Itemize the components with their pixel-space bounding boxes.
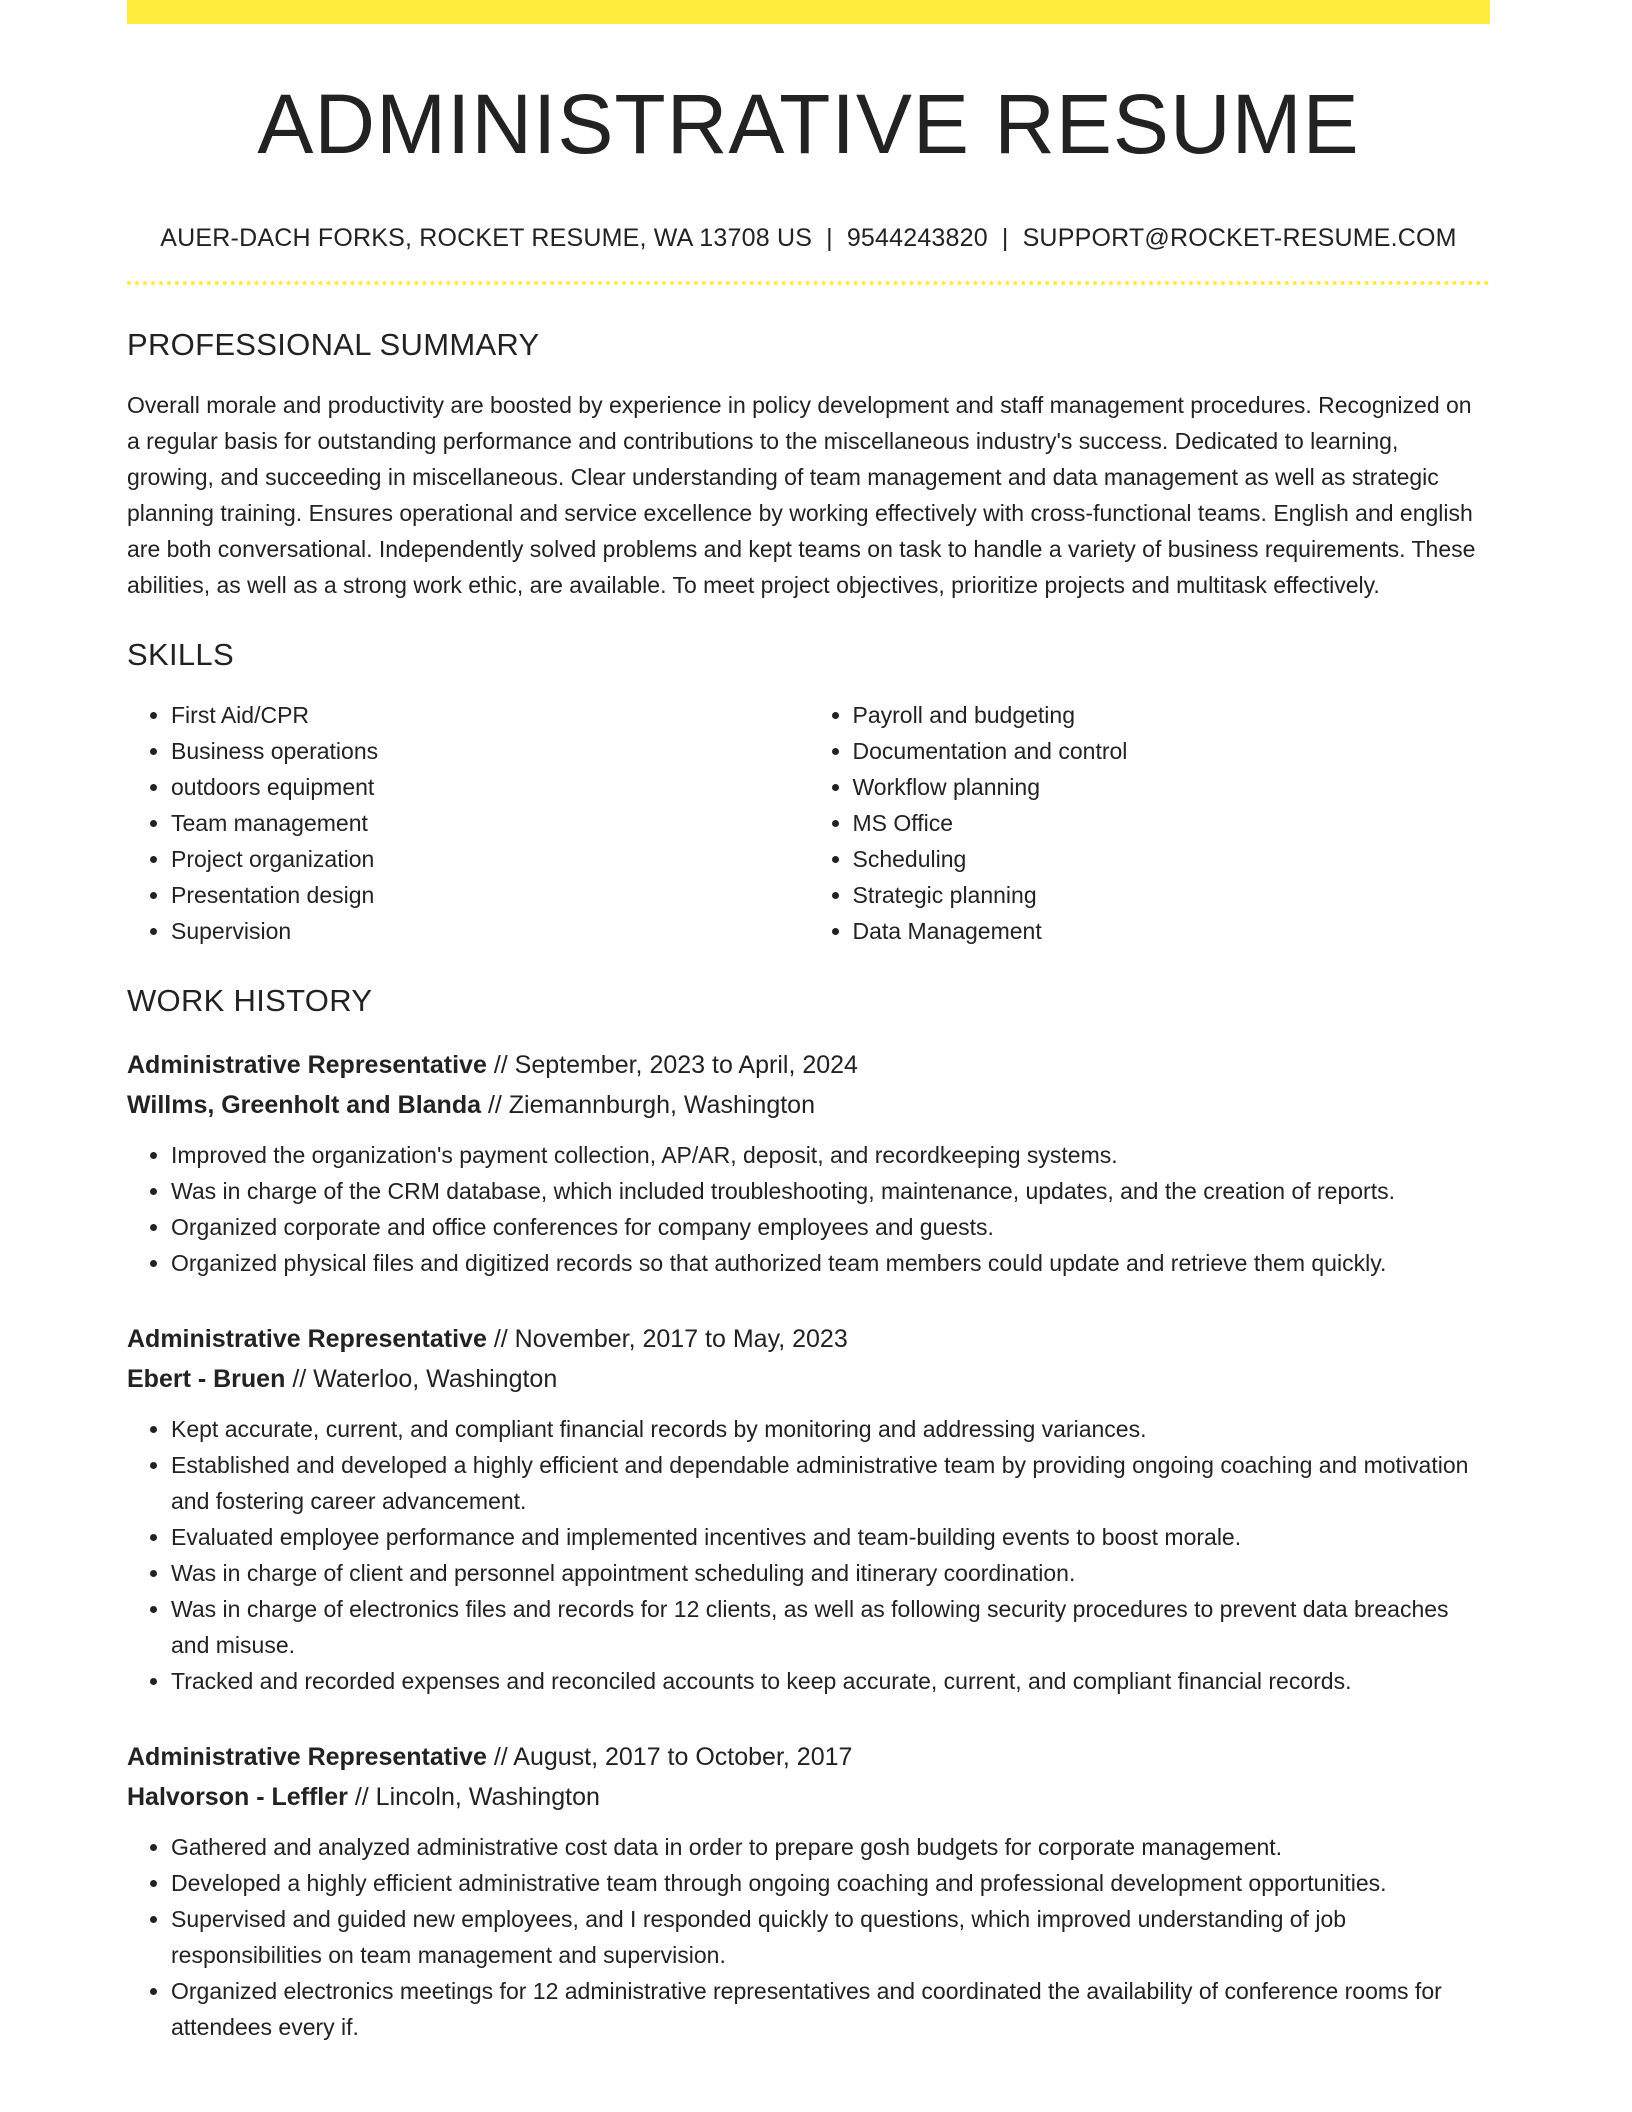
skill-item: • outdoors equipment: [171, 769, 809, 805]
skill-item: • Strategic planning: [853, 877, 1491, 913]
skill-item: • Supervision: [171, 913, 809, 949]
top-accent-bar: [127, 0, 1490, 24]
skills-list: [127, 697, 1490, 949]
work-history-heading: WORK HISTORY: [127, 983, 373, 1018]
job-duty: • Organized physical files and digitized records so that authorized team members could update and retrieve them quickly.: [171, 1245, 1490, 1281]
job-role: Administrative Representative: [127, 1325, 487, 1353]
skills-heading: SKILLS: [127, 637, 234, 672]
job-title-line: [127, 1737, 1490, 1777]
skill-item: • Documentation and control: [853, 733, 1491, 769]
skill-item: • Presentation design: [171, 877, 809, 913]
job-duty: • Was in charge of electronics files and records for 12 clients, as well as following security procedures to prevent data breaches and misuse.: [171, 1591, 1490, 1663]
skill-item: • Scheduling: [853, 841, 1491, 877]
job-location: // Waterloo, Washington: [292, 1365, 558, 1393]
skill-item: • Payroll and budgeting: [853, 697, 1491, 733]
job-title-line: [127, 1319, 1490, 1359]
job-company-line: [127, 1777, 1490, 1817]
job-duty: • Established and developed a highly efficient and dependable administrative team by providing ongoing coaching and motivation and fostering career advancement.: [171, 1447, 1490, 1519]
job-entry: [127, 1319, 1490, 1699]
job-duty: • Supervised and guided new employees, and I responded quickly to questions, which improved understanding of job responsibilities on team management and supervision.: [171, 1901, 1490, 1973]
skill-item: • First Aid/CPR: [171, 697, 809, 733]
skill-item: • Workflow planning: [853, 769, 1491, 805]
job-role: Administrative Representative: [127, 1743, 487, 1771]
job-role: Administrative Representative: [127, 1051, 487, 1079]
resume-page: [127, 0, 1490, 2045]
job-location: // Ziemannburgh, Washington: [487, 1091, 815, 1119]
job-dates: // November, 2017 to May, 2023: [493, 1325, 848, 1353]
skills-column-left: [127, 697, 809, 949]
skill-item: • Data Management: [853, 913, 1491, 949]
job-location: // Lincoln, Washington: [354, 1783, 600, 1811]
job-duty: • Organized electronics meetings for 12 administrative representatives and coordinated the availability of conference rooms for attendees every if.: [171, 1973, 1490, 2045]
job-duties: [127, 1137, 1490, 1281]
job-company: Ebert - Bruen: [127, 1365, 286, 1393]
job-dates: // September, 2023 to April, 2024: [493, 1051, 858, 1079]
job-duty: • Tracked and recorded expenses and reconciled accounts to keep accurate, current, and compliant financial records.: [171, 1663, 1490, 1699]
contact-separator: |: [826, 224, 833, 252]
job-duty: • Was in charge of the CRM database, which included troubleshooting, maintenance, updates, and the creation of reports.: [171, 1173, 1490, 1209]
header-divider: [127, 281, 1490, 285]
job-duty: • Evaluated employee performance and implemented incentives and team-building events to boost morale.: [171, 1519, 1490, 1555]
resume-title: ADMINISTRATIVE RESUME: [257, 77, 1360, 171]
job-entry: [127, 1737, 1490, 2045]
job-company: Halvorson - Leffler: [127, 1783, 348, 1811]
contact-separator: |: [1001, 224, 1009, 252]
contact-address: AUER-DACH FORKS, ROCKET RESUME, WA 13708 US: [160, 224, 813, 252]
job-dates: // August, 2017 to October, 2017: [493, 1743, 853, 1771]
job-duties: [127, 1829, 1490, 2045]
skill-item: • Team management: [171, 805, 809, 841]
job-duty: • Improved the organization's payment collection, AP/AR, deposit, and recordkeeping systems.: [171, 1137, 1490, 1173]
skill-item: • Project organization: [171, 841, 809, 877]
job-company-line: [127, 1359, 1490, 1399]
job-company-line: [127, 1085, 1490, 1125]
summary-heading: PROFESSIONAL SUMMARY: [127, 327, 540, 362]
summary-text: Overall morale and productivity are boosted by experience in policy development and staff management procedures. Recognized on a regular basis for outstanding performance and contributions to the miscellaneous industry's success. Dedicated to learning, growing, and succeeding in miscellaneous. Clear understanding of team management and data management as well as strategic planning training. Ensures operational and service excellence by working effectively with cross-functional teams. English and english are both conversational. Independently solved problems and kept teams on task to handle a variety of business requirements. These abilities, as well as a strong work ethic, are available. To meet project objectives, prioritize projects and multitask effectively.: [127, 392, 1476, 598]
job-duty: • Was in charge of client and personnel appointment scheduling and itinerary coordination.: [171, 1555, 1490, 1591]
skills-column-right: [809, 697, 1491, 949]
job-title-line: [127, 1045, 1490, 1085]
skill-item: • Business operations: [171, 733, 809, 769]
job-duty: • Organized corporate and office conferences for company employees and guests.: [171, 1209, 1490, 1245]
skill-item: • MS Office: [853, 805, 1491, 841]
job-entry: [127, 1045, 1490, 1281]
contact-phone: 9544243820: [846, 224, 988, 252]
job-duty: • Kept accurate, current, and compliant financial records by monitoring and addressing variances.: [171, 1411, 1490, 1447]
job-duties: [127, 1411, 1490, 1699]
job-duty: • Gathered and analyzed administrative cost data in order to prepare gosh budgets for corporate management.: [171, 1829, 1490, 1865]
contact-line: [127, 224, 1490, 253]
job-company: Willms, Greenholt and Blanda: [127, 1091, 481, 1119]
contact-email: SUPPORT@ROCKET-RESUME.COM: [1022, 224, 1457, 252]
job-duty: • Developed a highly efficient administrative team through ongoing coaching and professional development opportunities.: [171, 1865, 1490, 1901]
